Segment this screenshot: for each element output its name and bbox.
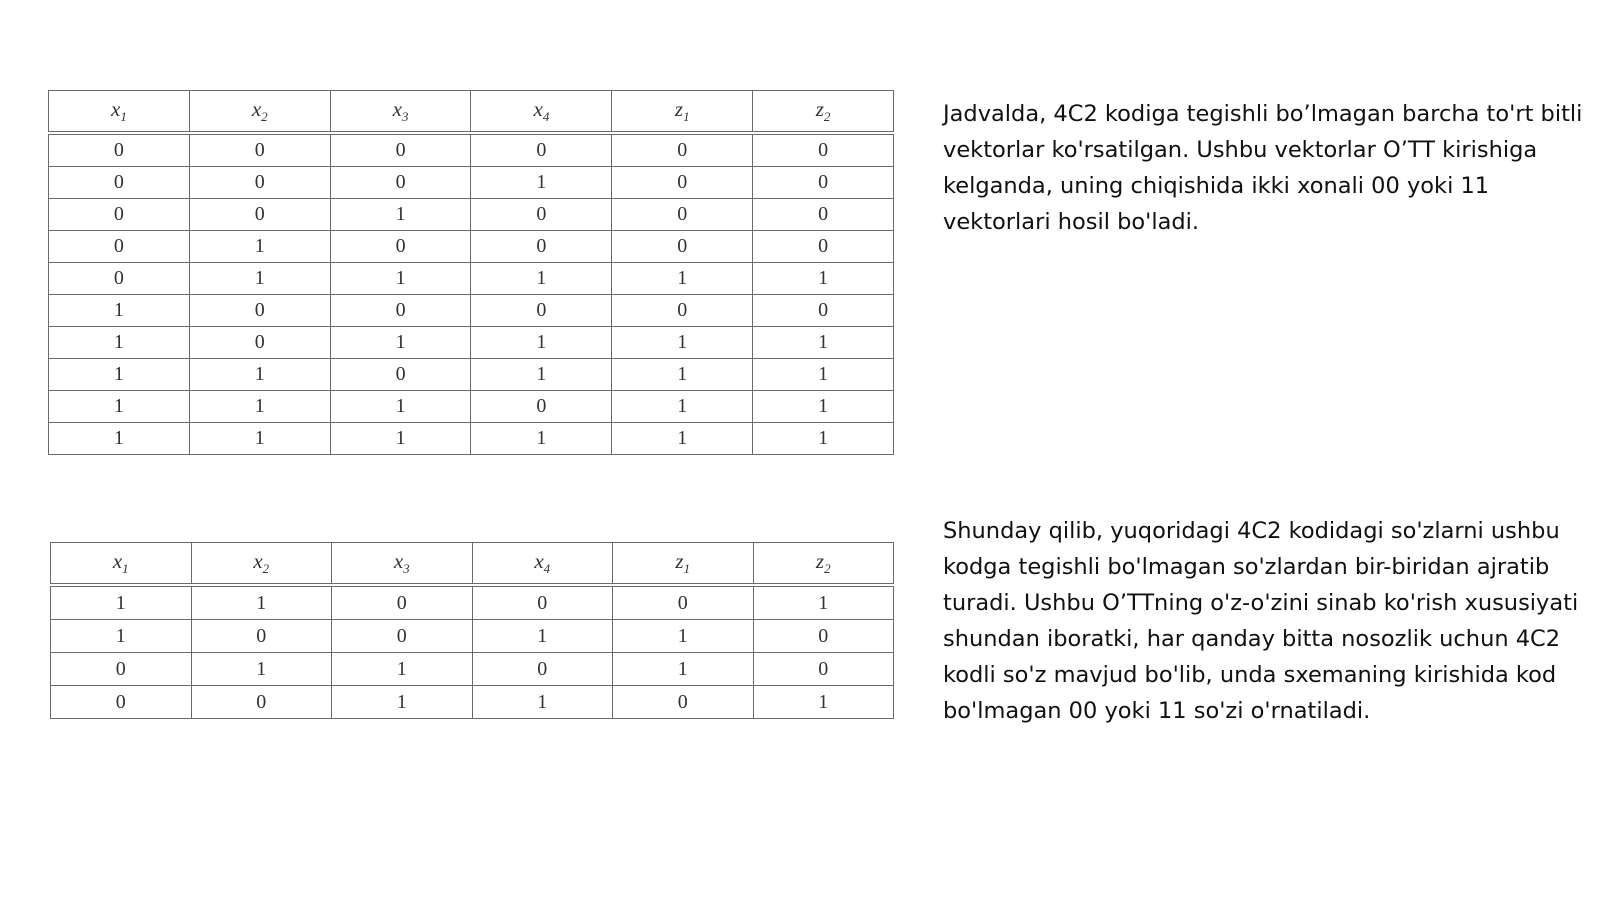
table-cell: 1 [49, 423, 190, 455]
table-cell: 1 [49, 359, 190, 391]
column-header-subscript: 1 [122, 561, 129, 577]
table-cell: 0 [330, 359, 471, 391]
table-row [49, 423, 894, 455]
table-cell: 0 [471, 199, 612, 231]
table-cell: 0 [612, 199, 753, 231]
column-header-subscript: 1 [683, 109, 690, 125]
table-cell: 1 [612, 327, 753, 359]
description-paragraph-1: Jadvalda, 4C2 kodiga tegishli bo’lmagan barcha to'rt bitli vektorlar ko'rsatilgan. Ushbu vektorlar O’TT kirishiga kelganda, uning chiqishida ikki xonali 00 yoki 11 vektorlari hosil bo'ladi. [943, 101, 1583, 235]
column-header-x3 [330, 91, 471, 134]
column-header-symbol: x [534, 548, 544, 573]
table-cell: 1 [613, 653, 754, 686]
table-cell: 0 [49, 231, 190, 263]
table-cell: 0 [471, 231, 612, 263]
table-cell: 1 [753, 585, 894, 620]
table-cell: 0 [51, 653, 192, 686]
column-header-subscript: 2 [261, 109, 268, 125]
table-cell: 0 [330, 231, 471, 263]
table-cell: 0 [189, 167, 330, 199]
table-cell: 0 [753, 167, 894, 199]
table-cell: 1 [753, 423, 894, 455]
table-cell: 0 [612, 133, 753, 167]
table-cell: 0 [332, 620, 473, 653]
column-header-symbol: z [674, 96, 684, 121]
column-header-z2 [753, 543, 894, 586]
table-cell: 1 [189, 263, 330, 295]
table-row [51, 585, 894, 620]
table-cell: 1 [753, 686, 894, 719]
table-cell: 1 [191, 653, 332, 686]
table-cell: 1 [613, 620, 754, 653]
column-header-subscript: 1 [120, 109, 127, 125]
table-cell: 1 [51, 620, 192, 653]
table-cell: 0 [330, 295, 471, 327]
table-cell: 0 [753, 133, 894, 167]
table-cell: 1 [612, 263, 753, 295]
table-cell: 0 [753, 620, 894, 653]
column-header-symbol: x [253, 548, 263, 573]
table-cell: 1 [471, 359, 612, 391]
table-row [49, 231, 894, 263]
table-cell: 0 [51, 686, 192, 719]
table-cell: 0 [49, 133, 190, 167]
table-row [49, 199, 894, 231]
column-header-symbol: x [533, 96, 543, 121]
table-cell: 0 [49, 199, 190, 231]
table-cell: 0 [753, 653, 894, 686]
column-header-symbol: x [251, 96, 262, 121]
table-cell: 1 [753, 391, 894, 423]
table-cell: 0 [613, 686, 754, 719]
column-header-subscript: 2 [824, 561, 831, 577]
table-cell: 0 [49, 263, 190, 295]
table-cell: 1 [330, 327, 471, 359]
column-header-z2 [753, 91, 894, 134]
table-cell: 1 [332, 653, 473, 686]
table-row [49, 295, 894, 327]
table-cell: 1 [612, 359, 753, 391]
table-cell: 1 [471, 423, 612, 455]
table-cell: 0 [189, 133, 330, 167]
table-cell: 0 [49, 167, 190, 199]
table-cell: 1 [330, 199, 471, 231]
table-cell: 1 [612, 423, 753, 455]
column-header-x1 [51, 543, 192, 586]
table-cell: 1 [51, 585, 192, 620]
column-header-x4 [472, 543, 613, 586]
table-row [51, 686, 894, 719]
column-header-z1 [612, 91, 753, 134]
table-cell: 0 [472, 653, 613, 686]
table-cell: 1 [472, 686, 613, 719]
table-cell: 1 [189, 359, 330, 391]
column-header-x2 [191, 543, 332, 586]
table-cell: 0 [612, 167, 753, 199]
table-cell: 0 [612, 231, 753, 263]
table-cell: 0 [330, 167, 471, 199]
column-header-subscript: 1 [683, 561, 691, 577]
table-cell: 0 [753, 295, 894, 327]
table-row [51, 653, 894, 686]
column-header-x1 [49, 91, 190, 134]
table-cell: 0 [471, 391, 612, 423]
table-cell: 1 [49, 391, 190, 423]
column-header-subscript: 2 [262, 561, 270, 577]
table-row [49, 133, 894, 167]
column-header-symbol: z [815, 548, 825, 573]
table-cell: 0 [471, 133, 612, 167]
table-cell: 1 [471, 167, 612, 199]
table-cell: 1 [471, 263, 612, 295]
table-header-row [51, 543, 894, 586]
column-header-subscript: 4 [542, 109, 550, 125]
table-cell: 0 [753, 199, 894, 231]
table-row [49, 327, 894, 359]
column-header-z1 [613, 543, 754, 586]
table-cell: 0 [189, 295, 330, 327]
table-cell: 1 [753, 327, 894, 359]
truth-table-non-code-vectors [48, 90, 894, 455]
column-header-symbol: x [112, 548, 123, 573]
column-header-x3 [332, 543, 473, 586]
table-cell: 1 [753, 263, 894, 295]
column-header-x2 [189, 91, 330, 134]
table-row [49, 263, 894, 295]
table-cell: 0 [472, 585, 613, 620]
column-header-symbol: x [111, 96, 121, 121]
column-header-subscript: 3 [403, 561, 410, 577]
table-cell: 1 [612, 391, 753, 423]
column-header-symbol: z [815, 96, 824, 121]
column-header-symbol: x [393, 548, 404, 573]
table-cell: 0 [191, 686, 332, 719]
table-row [49, 359, 894, 391]
column-header-symbol: x [392, 96, 402, 121]
column-header-x4 [471, 91, 612, 134]
table-cell: 1 [330, 263, 471, 295]
column-header-subscript: 2 [823, 109, 831, 125]
column-header-symbol: z [675, 548, 684, 573]
table-row [49, 167, 894, 199]
table-cell: 0 [189, 199, 330, 231]
table-cell: 0 [330, 133, 471, 167]
table-cell: 0 [753, 231, 894, 263]
table-cell: 1 [189, 391, 330, 423]
table-cell: 1 [330, 423, 471, 455]
table-cell: 1 [49, 327, 190, 359]
table-cell: 1 [189, 231, 330, 263]
table-cell: 0 [332, 585, 473, 620]
column-header-subscript: 3 [401, 109, 409, 125]
table-header-row [49, 91, 894, 134]
table-cell: 1 [49, 295, 190, 327]
table-row [49, 391, 894, 423]
table-cell: 0 [613, 585, 754, 620]
table-cell: 1 [330, 391, 471, 423]
table-cell: 0 [471, 295, 612, 327]
table-cell: 0 [612, 295, 753, 327]
table-cell: 1 [472, 620, 613, 653]
description-paragraph-2: Shunday qilib, yuqoridagi 4C2 kodidagi so'zlarni ushbu kodga tegishli bo'lmagan so'zlardan bir-biridan ajratib turadi. Ushbu O’TTning o'z-o'zini sinab ko'rish xususiyati shundan iboratki, har qanday bitta nosozlik uchun 4C2 kodli so'z mavjud bo'lib, unda sxemaning kirishida kod bo'lmagan 00 yoki 11 so'zi o'rnatiladi. [943, 518, 1579, 724]
table-cell: 1 [189, 423, 330, 455]
truth-table-code-words [50, 542, 894, 719]
table-cell: 0 [189, 327, 330, 359]
table-cell: 1 [471, 327, 612, 359]
table-cell: 1 [191, 585, 332, 620]
table-cell: 1 [332, 686, 473, 719]
table-cell: 0 [191, 620, 332, 653]
column-header-subscript: 4 [543, 561, 551, 577]
table-row [51, 620, 894, 653]
table-cell: 1 [753, 359, 894, 391]
